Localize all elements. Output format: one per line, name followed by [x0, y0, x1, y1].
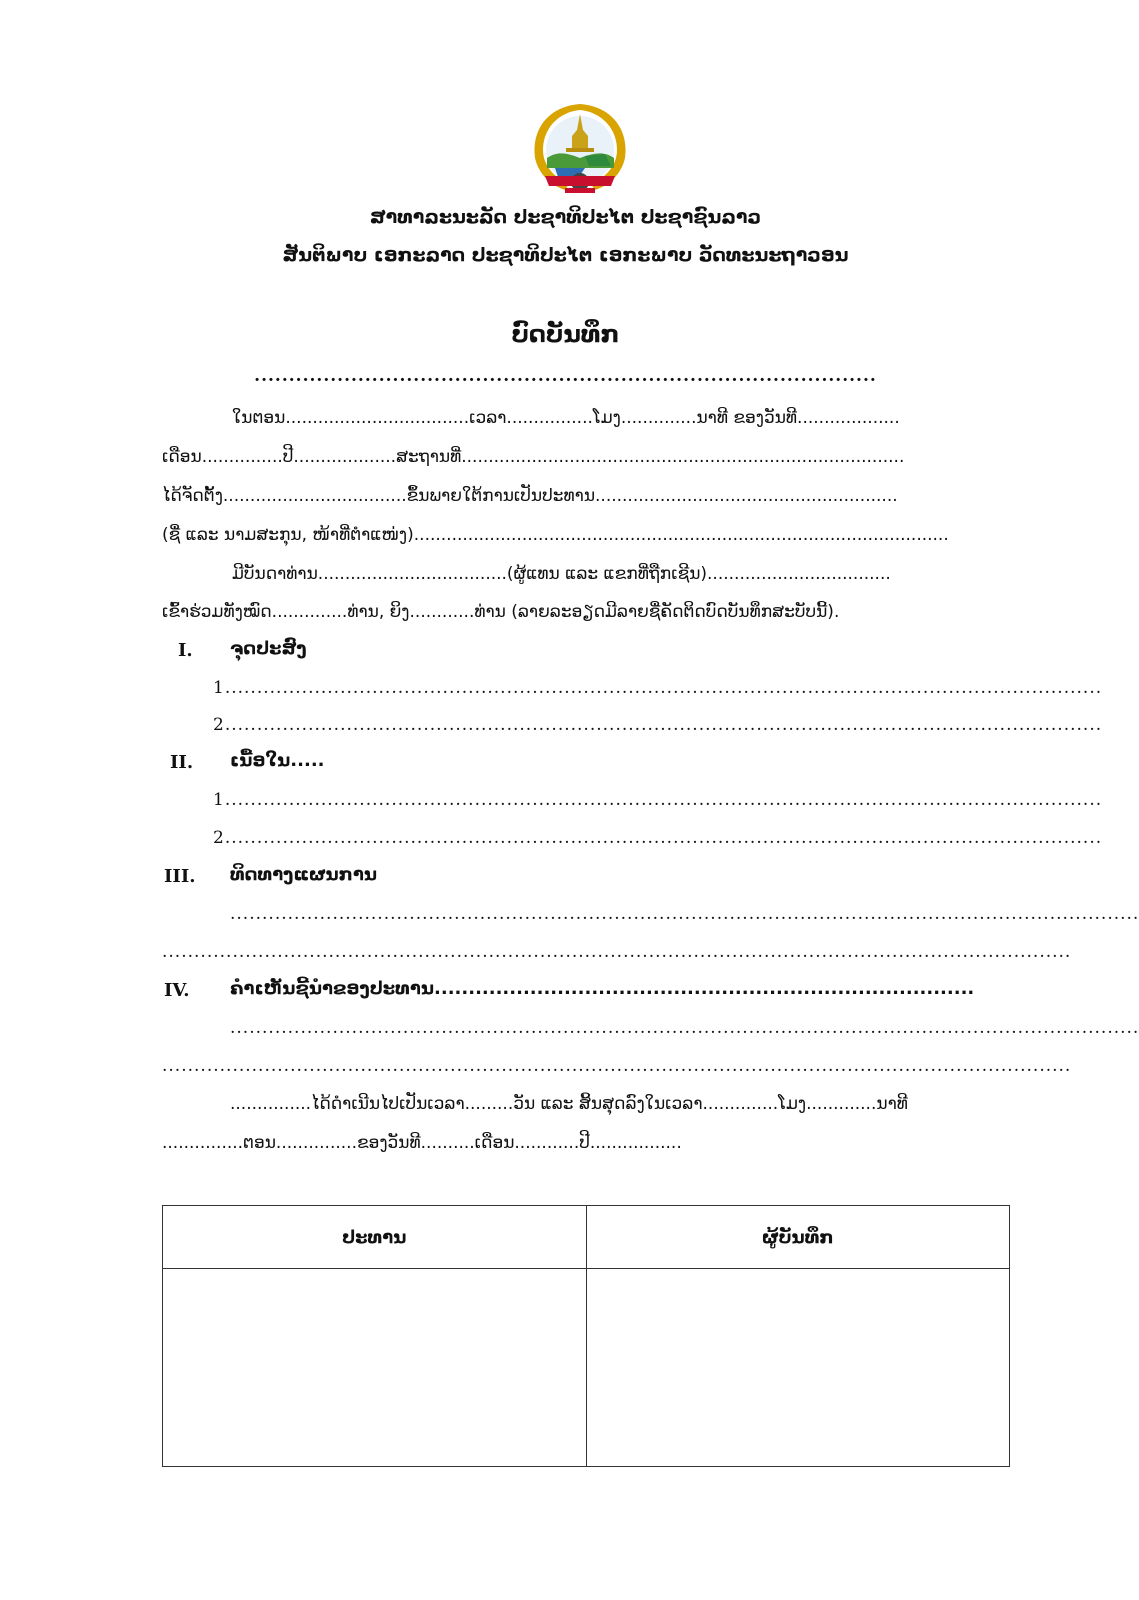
section-1-heading: ຈຸດປະສົງ	[230, 638, 307, 659]
body-line-6: ເຂົ້າຮ່ວມທັງໝົດ..............ທ່ານ, ຍິງ............ທ່ານ (ລາຍລະອຽດມີລາຍຊື່ຄັດຕິດບົດບັນທຶກສະບັບນີ້).	[162, 602, 840, 622]
closing-line-1: ...............ໄດ້ດໍາເນີນໄປເປັນເວລາ.........ວັນ ແລະ ສິ້ນສຸດລົງໃນເວລາ..............ໂມງ.............ນາທີ	[230, 1094, 908, 1114]
section-2-heading: ເນື້ອໃນ.....	[230, 750, 325, 771]
document-title: ບົດບັນທຶກ	[511, 320, 620, 348]
section-3-number: III.	[164, 866, 196, 887]
section-4-number: IV.	[164, 980, 190, 1001]
section-4-heading: ຄໍາເຫັນຊີ້ນໍາຂອງປະທານ...............................................................................	[230, 978, 975, 999]
section-4-line-2: ..............................................................................................................................................	[162, 1056, 1072, 1076]
signature-table	[162, 1205, 1010, 1467]
subtitle-dots: ..........................................................................................	[254, 366, 877, 386]
body-line-3: ໄດ້ຈັດຕັ້ງ..................................ຂຶ້ນພາຍໃຕ້ການເປັນປະທານ........................................................	[162, 486, 898, 506]
closing-line-2: ...............ຕອນ...............ຂອງວັນທີ..........ເດືອນ............ປີ.................	[162, 1133, 682, 1153]
section-1-number: I.	[178, 640, 193, 661]
body-line-1: ໃນຕອນ..................................ເວລາ................ໂມງ..............ນາທີ ຂອງວັນທີ...................	[232, 408, 900, 428]
chairman-signature-area[interactable]	[163, 1269, 587, 1467]
section-2-item-1: 1.........................................................................................................................................	[213, 790, 1103, 810]
body-line-2: ເດືອນ...............ປີ...................ສະຖານທີ່..................................................................................	[162, 447, 905, 467]
section-4-line-1: ..............................................................................................................................................	[230, 1018, 1139, 1038]
chairman-header: ປະທານ	[163, 1206, 587, 1269]
section-1-item-1: 1.........................................................................................................................................	[213, 678, 1103, 698]
recorder-header: ຜູ້ບັນທຶກ	[586, 1206, 1010, 1269]
section-3-line-2: ..............................................................................................................................................	[162, 942, 1072, 962]
section-2-item-2: 2.........................................................................................................................................	[213, 828, 1103, 848]
section-3-heading: ທິດທາງແຜນການ	[230, 864, 377, 885]
country-name: ສາທາລະນະລັດ ປະຊາທິປະໄຕ ປະຊາຊົນລາວ	[369, 206, 762, 228]
national-motto: ສັນຕິພາບ ເອກະລາດ ປະຊາທິປະໄຕ ເອກະພາບ ວັດທະນະຖາວອນ	[282, 244, 849, 266]
section-1-item-2: 2.........................................................................................................................................	[213, 715, 1103, 735]
recorder-signature-area[interactable]	[586, 1269, 1010, 1467]
section-2-number: II.	[170, 752, 194, 773]
laos-national-emblem-icon	[525, 98, 635, 198]
section-3-line-1: ..............................................................................................................................................	[230, 904, 1139, 924]
body-line-5: ມີບັນດາທ່ານ...................................(ຜູ້ແທນ ແລະ ແຂກທີ່ຖືກເຊີນ)..................................	[232, 564, 891, 584]
body-line-4: (ຊື່ ແລະ ນາມສະກຸນ, ໜ້າທີ່ຕໍາແໜ່ງ)...................................................................................................	[162, 525, 949, 545]
